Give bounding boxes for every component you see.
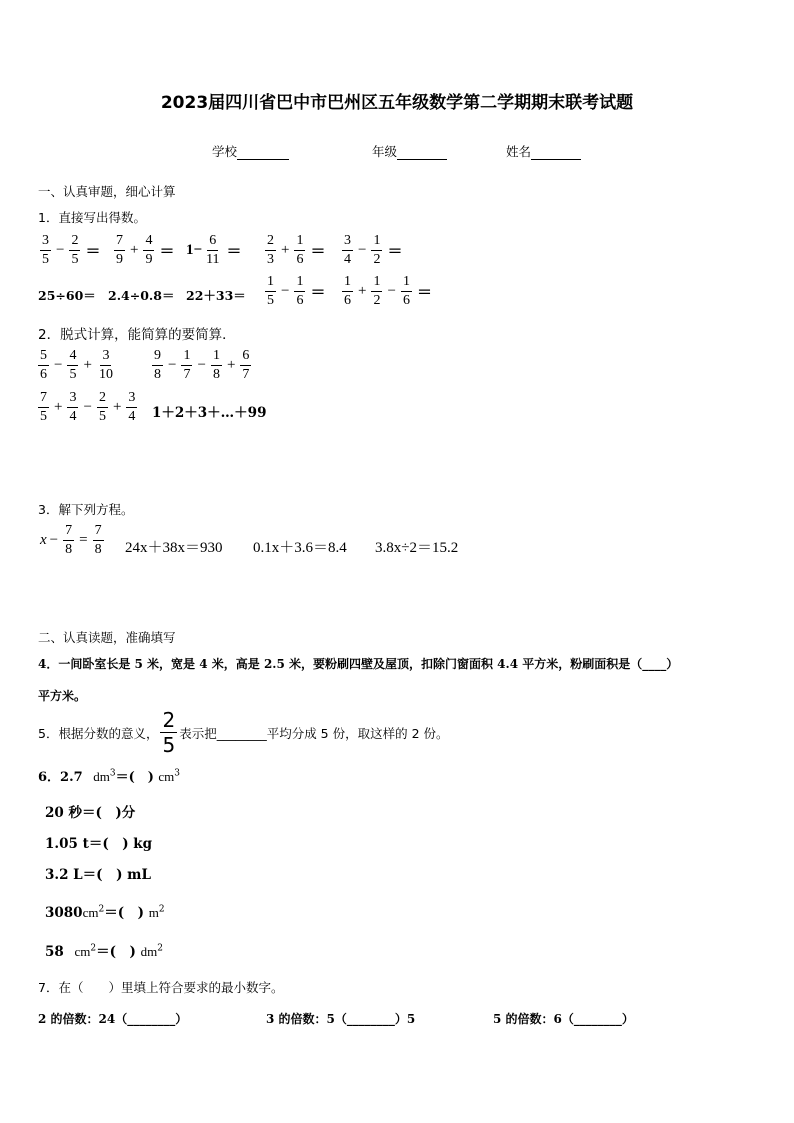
- school-blank[interactable]: [237, 145, 289, 160]
- q3-eq-3: 0.1x＋3.6＝8.4: [253, 540, 347, 556]
- q7-item-1: 2 的倍数：24（________）: [38, 1012, 188, 1026]
- grade-blank[interactable]: [397, 145, 447, 160]
- question-2-label: 2．脱式计算，能简算的要简算．: [38, 327, 236, 343]
- q1-expr-7: 2.4÷0.8＝: [108, 288, 175, 303]
- q1-expr-2: $\frac{7}{9}$ + $\frac{4}{9}$ ＝: [116, 233, 175, 267]
- section-heading-2: 二、认真读题，准确填写: [38, 630, 176, 645]
- section-heading-1: 一、认真审题，细心计算: [38, 184, 176, 199]
- q2-expr-1: $\frac{5}{6}$ − $\frac{4}{5}$ + $\frac{3}{10}$: [40, 348, 113, 382]
- q1-expr-10: $\frac{1}{6}$ + $\frac{1}{2}$ − $\frac{1}{6}$ ＝: [344, 274, 432, 308]
- question-6-line-4: 3.2 L＝( ) mL: [45, 867, 151, 883]
- page-title: 2023届四川省巴中市巴州区五年级数学第二学期期末联考试题: [160, 93, 634, 113]
- q1-expr-8: 22＋33＝: [186, 288, 246, 303]
- q1-expr-6: 25÷60＝: [38, 288, 96, 303]
- question-3-label: 3．解下列方程。: [38, 502, 134, 517]
- q5-fraction: $\frac{2}{5}$: [162, 708, 176, 757]
- question-6-line-1: 6．2.7 $dm^3=$( ) $cm^3$: [38, 768, 181, 785]
- question-6-line-2: 20 秒＝( )分: [45, 805, 136, 821]
- name-blank[interactable]: [531, 145, 581, 160]
- q2-expr-3: $\frac{7}{5}$ + $\frac{3}{4}$ − $\frac{2}{5}$ + $\frac{3}{4}$: [40, 390, 136, 424]
- q3-eq-4: 3.8x÷2＝15.2: [375, 540, 459, 556]
- q1-expr-3: 1− $\frac{6}{11}$ ＝: [186, 233, 242, 267]
- school-field: [212, 142, 289, 160]
- q1-expr-9: $\frac{1}{5}$ − $\frac{1}{6}$ ＝: [267, 274, 326, 308]
- question-1-label: 1．直接写出得数。: [38, 210, 146, 225]
- grade-label: 年级: [372, 144, 398, 159]
- school-label: 学校: [212, 144, 238, 159]
- q1-expr-5: $\frac{3}{4}$ − $\frac{1}{2}$ ＝: [344, 233, 403, 267]
- q5-post: 表示把________平均分成 5 份，取这样的 2 份。: [179, 725, 449, 741]
- question-6-line-6: 58 $cm^2=$( ) $dm^2$: [45, 943, 163, 960]
- q3-eq-2: 24x＋38x＝930: [125, 540, 223, 556]
- question-4-line-1: 4．一间卧室长是 5 米，宽是 4 米，高是 2.5 米，要粉刷四壁及屋顶，扣除门窗面积 4.4 平方米，粉刷面积是（____）: [38, 657, 679, 671]
- q7-item-2: 3 的倍数：5（________）5: [266, 1012, 416, 1026]
- q1-expr-1: $\frac{3}{5}$ − $\frac{2}{5}$ ＝: [42, 233, 101, 267]
- q5-pre: 5．根据分数的意义，: [38, 725, 159, 741]
- question-7-label: 7．在（ ）里填上符合要求的最小数字。: [38, 980, 284, 995]
- q2-expr-2: $\frac{9}{8}$ − $\frac{1}{7}$ − $\frac{1}{8}$ + $\frac{6}{7}$: [154, 348, 250, 382]
- question-6-line-3: 1.05 t＝( ) kg: [45, 836, 153, 852]
- name-label: 姓名: [506, 144, 532, 159]
- q1-expr-4: $\frac{2}{3}$ + $\frac{1}{6}$ ＝: [267, 233, 326, 267]
- question-6-line-5: $3080cm^2=$( ) $m^2$: [45, 904, 165, 921]
- q7-item-3: 5 的倍数：6（________）: [493, 1012, 634, 1026]
- grade-field: [372, 142, 447, 160]
- q3-eq-1: x − $\frac{7}{8}$ = $\frac{7}{8}$: [40, 523, 102, 557]
- question-5: [38, 710, 449, 755]
- name-field: [506, 142, 581, 160]
- question-4-line-2: 平方米。: [38, 689, 87, 703]
- q2-expr-4: 1＋2＋3＋…＋99: [152, 405, 267, 421]
